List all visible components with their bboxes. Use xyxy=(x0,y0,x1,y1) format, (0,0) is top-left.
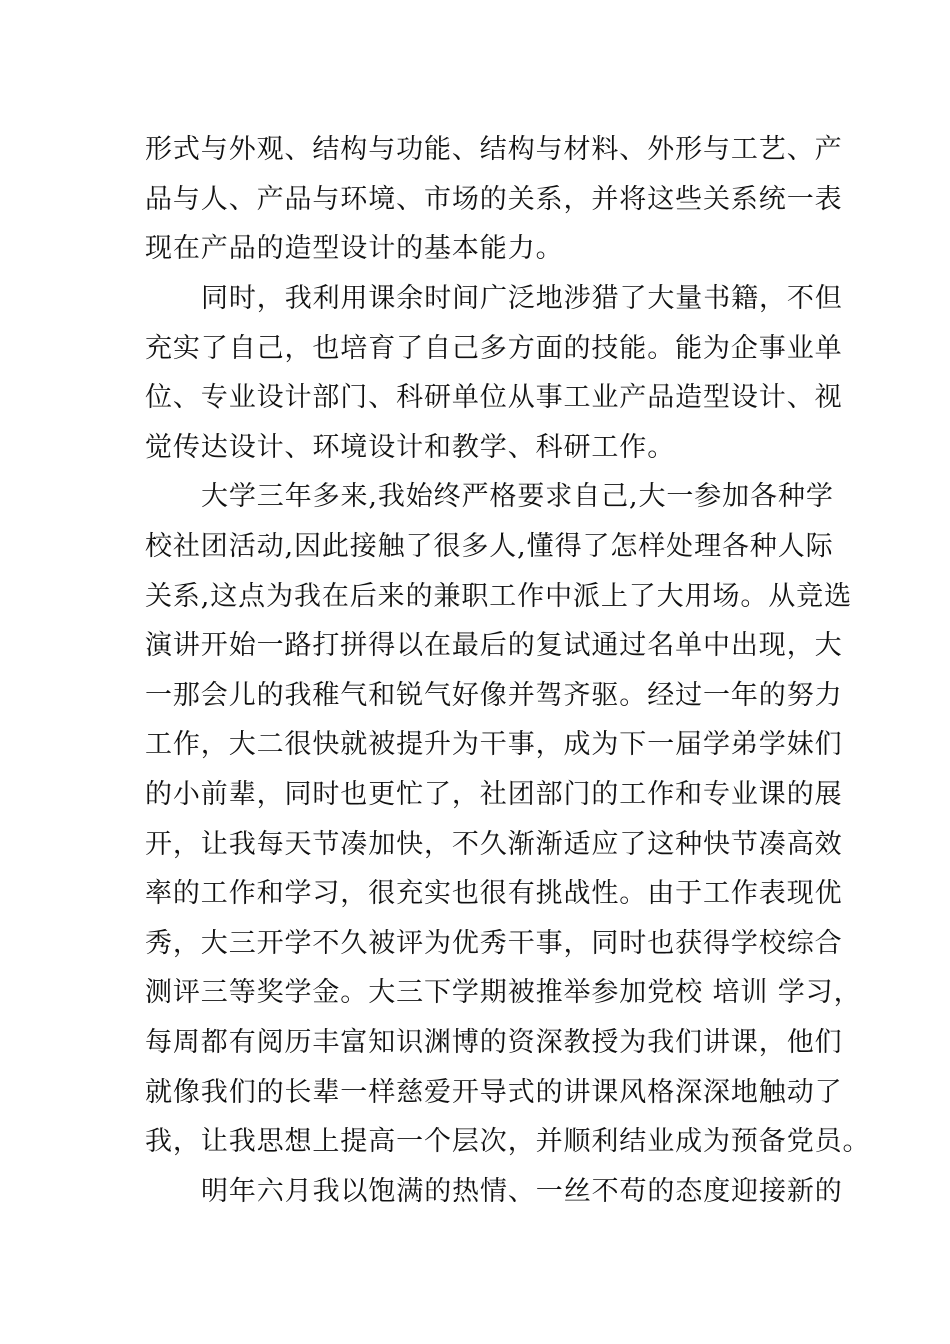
text-line: 的小前辈，同时也更忙了，社团部门的工作和专业课的展 xyxy=(145,779,843,810)
paragraph-first-line: 同时，我利用课余时间广泛地涉猎了大量书籍，不但 xyxy=(201,283,843,314)
text-line: 率的工作和学习，很充实也很有挑战性。由于工作表现优 xyxy=(145,878,843,909)
text-line: 品与人、产品与环境、市场的关系，并将这些关系统一表 xyxy=(145,184,843,215)
paragraph-first-line: 明年六月我以饱满的热情、一丝不苟的态度迎接新的 xyxy=(201,1176,843,1207)
text-line: 位、专业设计部门、科研单位从事工业产品造型设计、视 xyxy=(145,382,843,413)
text-line: 工作，大二很快就被提升为干事，成为下一届学弟学妹们 xyxy=(145,729,843,760)
text-line: 我，让我思想上提高一个层次，并顺利结业成为预备党员。 xyxy=(145,1126,871,1157)
text-line: 形式与外观、结构与功能、结构与材料、外形与工艺、产 xyxy=(145,134,843,165)
text-line: 每周都有阅历丰富知识渊博的资深教授为我们讲课，他们 xyxy=(145,1027,843,1058)
paragraph-first-line: 大学三年多来,我始终严格要求自己,大一参加各种学 xyxy=(201,481,834,512)
text-line: 校社团活动,因此接触了很多人,懂得了怎样处理各种人际 xyxy=(145,531,834,562)
text-line: 充实了自己，也培育了自己多方面的技能。能为企事业单 xyxy=(145,333,843,364)
text-line: 关系,这点为我在后来的兼职工作中派上了大用场。从竞选 xyxy=(145,581,852,612)
text-line: 秀，大三开学不久被评为优秀干事，同时也获得学校综合 xyxy=(145,928,843,959)
text-line: 开，让我每天节凑加快，不久渐渐适应了这种快节凑高效 xyxy=(145,829,843,860)
text-line: 演讲开始一路打拼得以在最后的复试通过名单中出现，大 xyxy=(145,630,843,661)
text-line: 就像我们的长辈一样慈爱开导式的讲课风格深深地触动了 xyxy=(145,1077,843,1108)
text-line: 一那会儿的我稚气和锐气好像并驾齐驱。经过一年的努力 xyxy=(145,680,843,711)
text-line: 现在产品的造型设计的基本能力。 xyxy=(145,233,564,264)
text-line: 觉传达设计、环境设计和教学、科研工作。 xyxy=(145,432,676,463)
text-line: 测评三等奖学金。大三下学期被推举参加党校 培训 学习， xyxy=(145,977,862,1008)
